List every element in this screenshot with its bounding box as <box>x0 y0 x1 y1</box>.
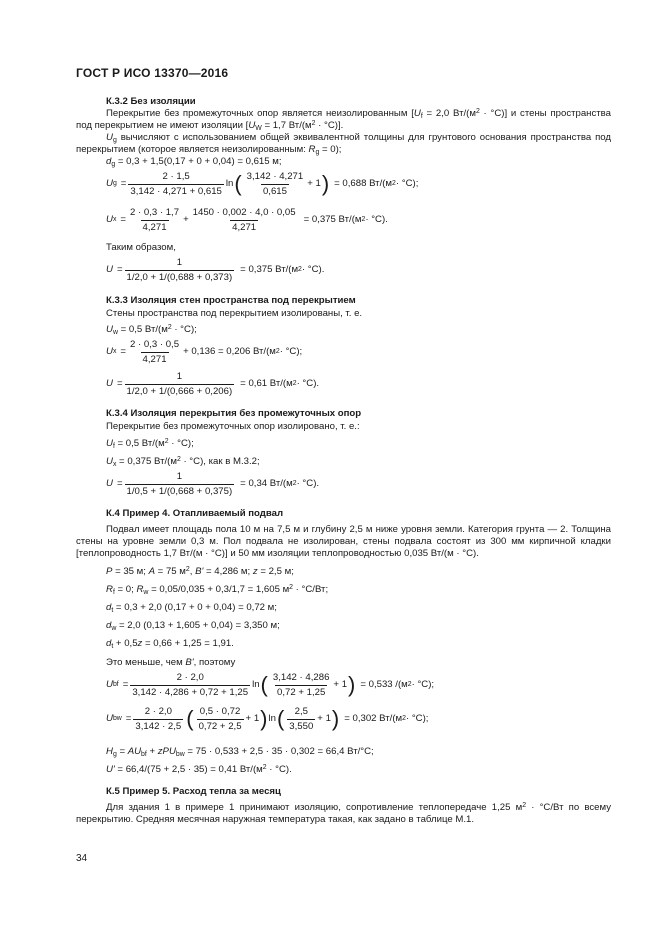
section-heading-k34: К.3.4 Изоляция перекрытия без промежуточных опор <box>106 408 362 419</box>
paragraph-k5-1: Для здания 1 в примере 1 принимают изоляцию, сопротивление теплопередаче 1,25 $м^2 \cdot ^\circ С/Вт$ по всему перекрытию. Средняя месячная наружная температура такая, как задано в таблице М.1. <box>76 801 611 825</box>
paragraph-k4-1: Подвал имеет площадь пола 10 м на 7,5 м и глубину 2,5 м ниже уровня земли. Категория грунта — 2. Толщина стены на уровне земли 0,3 м. Пол подвала не изолирован, стены подвала состоят из 300 мм кирпичной кладки [теплопроводность 1,7 Вт/(м · °С)] и 50 мм изоляции теплопроводностью 0,035 Вт/(м · °С). <box>76 524 611 559</box>
section-heading-k4: К.4 Пример 4. Отапливаемый подвал <box>106 508 284 519</box>
equation-dt-z: $d_t + 0,5z = 0,66 + 1,25 = 1,91$. <box>106 638 234 651</box>
text-less-than: Это меньше, чем B', поэтому <box>106 657 236 668</box>
equation-u-k33: U = $\frac{1}{1/2,0 + 1/(0,666 + 0,206)}$ = 0,61 Вт/(м 2 · °С). <box>106 371 320 397</box>
equation-ux-k34: $U_x = 0,375$ $Вт/(м^2 \cdot ^\circ С)$, как в М.3.2; <box>106 455 260 469</box>
equation-uw: $U_w = 0,5$ $Вт/(м^2 \cdot ^\circ С)$; <box>106 323 197 337</box>
equation-u-prime: U' = 66,4/(75 + 2,5 · 35) = 0,41 $Вт/(м^2 \cdot ^\circ С)$. <box>106 763 292 775</box>
equation-ubf: U bf = $\frac{2 \cdot 2,0}{3,142 \cdot 4,286 + 0,72 + 1,25}$ ln ( $\frac{3,142 \cdot 4,286}{0,72 + 1,25}$ + 1 ) = 0,533 /(м 2 · °С); <box>106 672 435 698</box>
section-heading-k32: К.3.2 Без изоляции <box>106 96 196 107</box>
paragraph-k33-1: Стены пространства под перекрытием изолированы, т. е. <box>106 308 363 319</box>
equation-params: P = 35 м; A = 75 $м^2$, B' = 4,286 м; z = 2,5 м; <box>106 565 294 577</box>
section-heading-k33: К.3.3 Изоляция стен пространства под перекрытием <box>106 295 356 306</box>
equation-ug: U g = $\frac{2 \cdot 1,5}{3,142 \cdot 4,271 + 0,615}$ ln ( $\frac{3,142 \cdot 4,271}{0,615}$ + 1 ) = 0,688 Вт/(м 2 · °С); <box>106 171 419 197</box>
section-heading-k5: К.5 Пример 5. Расход тепла за месяц <box>106 786 281 797</box>
equation-dt: $d_t = 0,3 + 2,0$ (0,17 + 0 + 0,04) = 0,72 м; <box>106 602 277 615</box>
equation-ubw: U bw = $\frac{2 \cdot 2,0}{3,142 \cdot 2,5}$ ( $\frac{0,5 \cdot 0,72}{0,72 + 2,5}$ + 1 ) ln ( $\frac{2,5}{3,550}$ + 1 ) = 0,302 Вт/(м 2 · °С); <box>106 706 429 732</box>
equation-uf: $U_f = 0,5$ $Вт/(м^2 \cdot ^\circ С)$; <box>106 437 194 451</box>
text-thus: Таким образом, <box>106 242 176 253</box>
document-header: ГОСТ Р ИСО 13370—2016 <box>76 66 229 80</box>
equation-dg: $d_g = 0,3 + 1,5(0,17 + 0 + 0,04) = 0,615$ м; <box>106 156 282 169</box>
equation-hg: $H_g = AU_{bf} + zPU_{bw} = 75 \cdot 0,533 + 2,5 \cdot 35 \cdot 0,302 = 66,4$ Вт/°С; <box>106 746 374 759</box>
equation-dw: $d_w = 2,0$ (0,13 + 1,605 + 0,04) = 3,350 м; <box>106 620 280 633</box>
paragraph-k32-1: Перекрытие без промежуточных опор является неизолированным [$U_f = 2,0$ $Вт/(м^2 \cdot ^\circ С)$] и стены пространства под перекрытием не имеют изоляции [$U_W = 1,7$ $Вт/(м^2 \cdot ^\circ С)$]. <box>76 107 611 133</box>
paragraph-k34-1: Перекрытие без промежуточных опор изолировано, т. е.: <box>106 421 360 432</box>
equation-u-k34: U = $\frac{1}{1/0,5 + 1/(0,668 + 0,375)}$ = 0,34 Вт/(м 2 · °С). <box>106 471 320 497</box>
paragraph-k32-2: $U_g$ вычисляют с использованием общей эквивалентной толщины для грунтового основания пространства под перекрытием (которое является неизолированным: $R_g = 0$); <box>76 132 611 157</box>
equation-u-k32: U = $\frac{1}{1/2,0 + 1/(0,688 + 0,373)}$ = 0,375 Вт/(м 2 · °С). <box>106 257 325 283</box>
equation-rf-rw: $R_f = 0$; $R_w = 0,05/0,035 + 0,3/1,7 = 1,605$ $м^2 \cdot ^\circ С/Вт$; <box>106 583 329 597</box>
equation-ux-k32: U x = $\frac{2 \cdot 0,3 \cdot 1,7}{4,271}$ + $\frac{1450 \cdot 0,002 \cdot 4,0 \cdot 0,05}{4,271}$ = 0,375 Вт/(м 2 · °С). <box>106 207 388 233</box>
equation-ux-k33: U x = $\frac{2 \cdot 0,3 \cdot 0,5}{4,271}$ + 0,136 = 0,206 Вт/(м 2 · °С); <box>106 339 303 365</box>
page-number: 34 <box>76 853 88 864</box>
